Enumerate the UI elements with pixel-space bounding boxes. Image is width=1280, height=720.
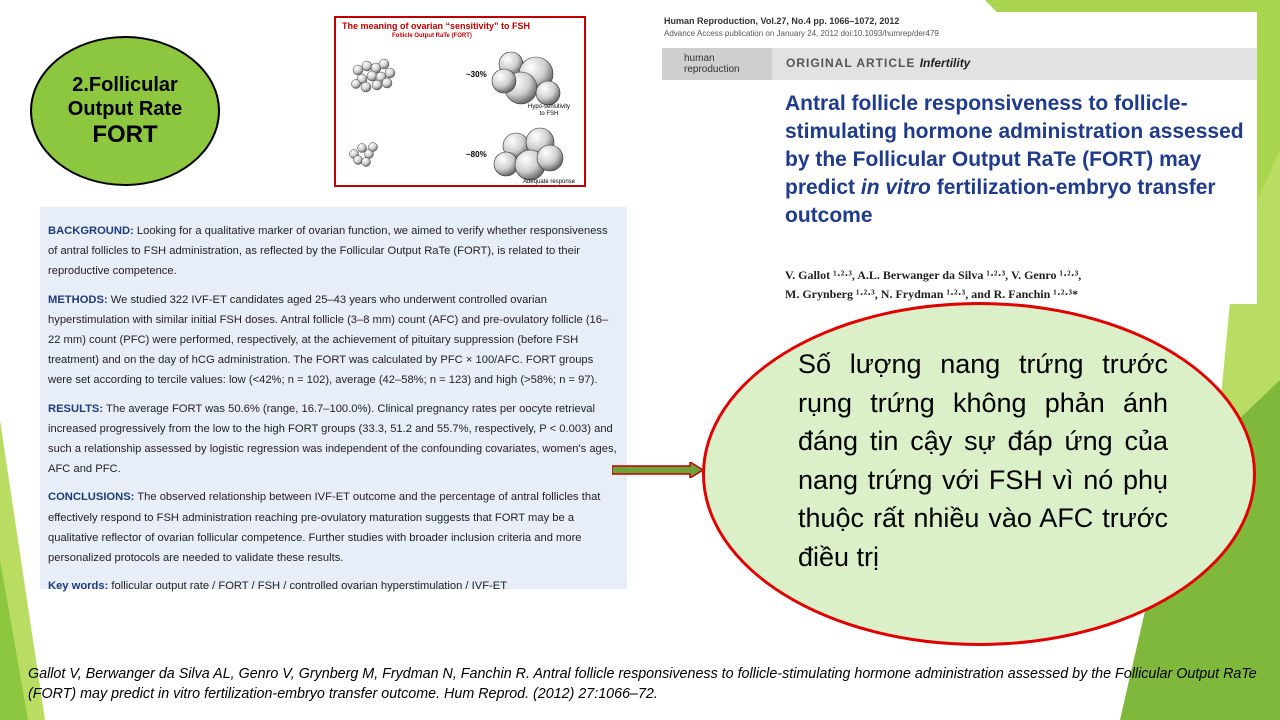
journal-info: Human Reproduction, Vol.27, No.4 pp. 1066–1072, 2012: [664, 16, 900, 26]
row2-percent: ~80%: [466, 150, 487, 159]
paper-title: Antral follicle responsiveness to follicle-stimulating hormone administration assessed by the Follicular Output RaTe (FORT) may predict in vitro fertilization-embryo transfer outcome: [785, 92, 1244, 227]
slide-title-oval: [30, 36, 220, 186]
advance-publication: Advance Access publication on January 24, 2012 doi:10.1093/humrep/der479: [664, 29, 939, 38]
row2-caption: Adequate response: [522, 179, 576, 185]
abstract-results: RESULTS: The average FORT was 50.6% (range, 16.7–100.0%). Clinical pregnancy rates per oocyte retrieval increased progressively from the low to the high FORT groups (33.3, 51.2 and 55.7%, respectively, P < 0.003) and such a relationship assessed by logistic regression was independent of the confounding covariates, women's ages, AFC and PFC.: [48, 402, 617, 476]
antral-follicles-row1: [352, 59, 396, 92]
abstract-background: BACKGROUND: Looking for a qualitative marker of ovarian function, we aimed to verify whether responsiveness of antral follicles to FSH administration, as reflected by the Follicular Output RaTe (FORT), is related to their reproductive competence.: [48, 225, 608, 278]
antral-follicles-row2: [350, 143, 378, 167]
abstract-conclusions: CONCLUSIONS: The observed relationship between IVF-ET outcome and the percentage of antral follicles that effectively respond to FSH administration reaching pre-ovulatory maturation suggests that FORT may be a qualitative reflector of ovarian follicular competence. Further studies with broader inclusion criteria and more personalized protocols are needed to validate these results.: [48, 491, 601, 565]
figure-title: The meaning of ovarian “sensitivity” to FSH: [342, 21, 531, 31]
note-text: Số lượng nang trứng trước rụng trứng không phản ánh đáng tin cậy sự đáp ứng của nang trứng với FSH vì nó phụ thuộc rất nhiều vào AFC trước điều trị: [798, 349, 1168, 572]
title-line-1: 2.Follicular: [72, 74, 178, 96]
abstract-keywords: Key words: follicular output rate / FORT / FSH / controlled ovarian hyperstimulation / IVF-ET: [48, 580, 508, 593]
preovulatory-follicles-row1: [492, 52, 560, 105]
figure-subtitle: Follicle Output RaTe (FORT): [392, 33, 472, 39]
article-type: ORIGINAL ARTICLE Infertility: [786, 56, 971, 70]
preovulatory-follicles-row2: [494, 128, 563, 180]
row1-percent: ~30%: [466, 70, 487, 79]
abstract-methods: METHODS: We studied 322 IVF-ET candidates aged 25–43 years who underwent controlled ovarian hyperstimulation with similar initial FSH doses. Antral follicle (3–8 mm) count (AFC) and pre-ovulatory follicle (16–22 mm) count (PFC) were performed, respectively, at the achievement of pituitary suppression (before FSH treatment) and on the day of hCG administration. The FORT was calculated by PFC × 100/AFC. FORT groups were set according to tercile values: low (<42%; n = 102), average (42–58%; n = 123) and high (>58%; n = 97).: [48, 293, 609, 387]
note-oval: [702, 302, 1256, 646]
fort-figure: [334, 16, 586, 187]
paper-authors: V. Gallot ¹·²·³, A.L. Berwanger da Silva ¹·²·³, V. Genro ¹·²·³, M. Grynberg ¹·²·³, N. Frydman ¹·²·³, and R. Fanchin ¹·²·³*: [785, 268, 1082, 301]
right-arrow-icon: [612, 462, 704, 478]
abstract-box: [40, 207, 627, 593]
row1-caption: Hypo-sensitivity to FSH: [527, 104, 570, 117]
paper-header: [662, 12, 1257, 304]
citation-text: Gallot V, Berwanger da Silva AL, Genro V, Grynberg M, Frydman N, Fanchin R. Antral follicle responsiveness to follicle-stimulating hormone administration assessed by the Follicular Output RaTe (FORT) may predict in vitro fertilization-embryo transfer outcome. Hum Reprod. (2012) 27:1066–72.: [28, 666, 1257, 702]
title-line-3: FORT: [92, 121, 158, 148]
journal-logo: human reproduction: [662, 48, 772, 80]
title-line-2: Output Rate: [67, 98, 183, 120]
article-type-bar: [662, 48, 1257, 80]
